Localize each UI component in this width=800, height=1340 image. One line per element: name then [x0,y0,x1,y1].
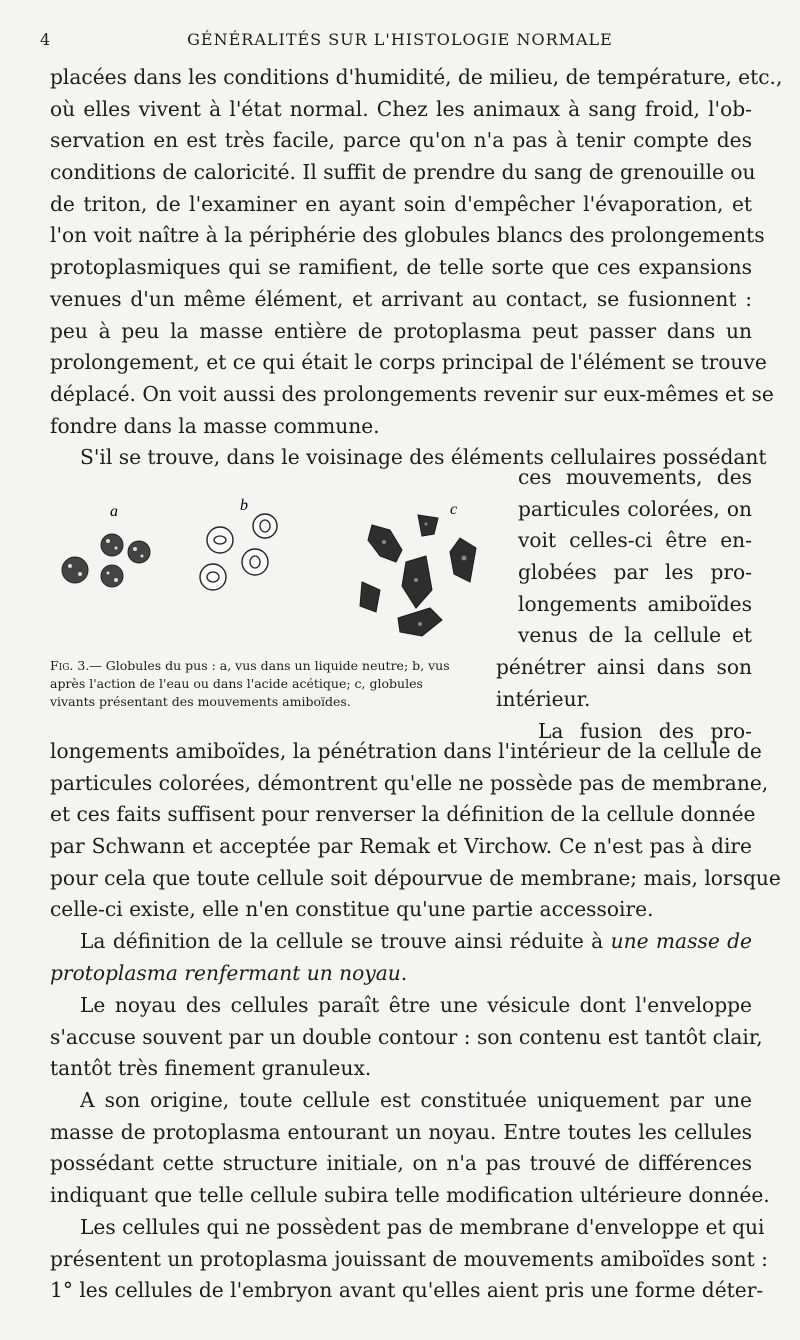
text-line: tantôt très finement granuleux. [50,1056,372,1081]
text-line: Les cellules qui ne possèdent pas de membrane d'enveloppe et qui [80,1214,765,1239]
text-line: longements amiboïdes [518,591,752,616]
caption-line-1: Fig. 3.— Globules du pus : a, vus dans un liquide neutre; b, vus [50,658,450,673]
text-line: possédant cette structure initiale, on n'a pas trouvé de différences [50,1151,752,1176]
text-line: protoplasmiques qui se ramifient, de telle sorte que ces expansions [50,255,752,280]
definition-line-2: protoplasma renfermant un noyau. [50,960,408,985]
running-header [40,30,760,56]
text-line: masse de protoplasma entourant un noyau. Entre toutes les cellules [50,1119,752,1144]
text-line: servation en est très facile, parce qu'on n'a pas à tenir compte des [50,128,752,153]
figure-3-pus-globules [50,490,500,655]
nucleated-cell [207,527,233,553]
cells-illustration [50,490,500,655]
text-line: particules colorées, démontrent qu'elle ne possède pas de membrane, [50,770,769,795]
text-line: celle-ci existe, elle n'en constitue qu'une partie accessoire. [50,897,654,922]
text-line: conditions de caloricité. Il suffit de prendre du sang de grenouille ou [50,160,756,185]
caption-line-3: vivants présentant des mouvements amiboïdes. [50,694,351,709]
text-line: La fusion des pro- [538,718,752,743]
paragraph-block-2 [50,736,781,990]
definition-line-1: La définition de la cellule se trouve ainsi réduite à une masse de [80,929,753,954]
text-line: intérieur. [496,686,591,711]
nucleated-cell [242,549,268,575]
paragraph-block-1 [50,62,783,474]
nucleated-cell [253,514,277,538]
granular-cell [62,557,88,583]
granular-cell [101,565,123,587]
paragraph-block-3 [50,990,770,1307]
text-line: voit celles-ci être en- [518,528,752,553]
text-line: fondre dans la masse commune. [50,413,380,438]
text-line: ces mouvements, des [518,465,752,489]
figure-label-b: b [240,497,248,514]
page-number: 4 [40,30,52,49]
granular-cell [128,541,150,563]
cell-group-b [200,514,277,590]
text-line: longements amiboïdes, la pénétration dans l'intérieur de la cellule de [50,739,762,763]
text-line: s'accuse souvent par un double contour : son contenu est tantôt clair, [50,1024,763,1049]
text-line: par Schwann et acceptée par Remak et Virchow. Ce n'est pas à dire [50,834,752,859]
text-line: particules colorées, on [518,496,752,521]
amoeboid-cell [418,515,438,536]
figure-caption [50,657,508,711]
granular-cell [101,534,123,556]
text-line: présentent un protoplasma jouissant de mouvements amiboïdes sont : [50,1246,768,1271]
text-line: pour cela que toute cellule soit dépourvue de membrane; mais, lorsque [50,865,781,890]
running-title: GÉNÉRALITÉS SUR L'HISTOLOGIE NORMALE [187,30,613,49]
text-line: de triton, de l'examiner en ayant soin d'empêcher l'évaporation, et [50,191,752,216]
amoeboid-cell [402,556,432,608]
text-line: indiquant que telle cellule subira telle modification ultérieure donnée. [50,1183,770,1208]
amoeboid-cell [360,582,380,612]
cell-group-a [62,534,150,587]
text-line: 1° les cellules de l'embryon avant qu'elles aient pris une forme déter- [50,1278,764,1303]
caption-prefix: Fig. 3. [50,658,90,673]
text-line: placées dans les conditions d'humidité, de milieu, de température, etc., [50,65,783,89]
text-line: où elles vivent à l'état normal. Chez les animaux à sang froid, l'ob- [50,96,752,121]
text-line: l'on voit naître à la périphérie des globules blancs des prolongements [50,223,765,248]
text-line: et ces faits suffisent pour renverser la définition de la cellule donnée [50,802,756,827]
figure-label-c: c [450,501,458,518]
text-line: peu à peu la masse entière de protoplasma peut passer dans un [50,318,752,343]
nucleated-cell [200,564,226,590]
text-line: déplacé. On voit aussi des prolongements revenir sur eux-mêmes et se [50,381,774,406]
text-line: S'il se trouve, dans le voisinage des éléments cellulaires possédant [80,445,767,470]
text-line: Le noyau des cellules paraît être une vésicule dont l'enveloppe [80,993,752,1017]
cell-group-c [360,515,476,636]
figure-label-a: a [110,503,118,520]
text-line: pénétrer ainsi dans son [496,655,752,680]
text-line: venues d'un même élément, et arrivant au contact, se fusionnent : [50,286,752,311]
caption-line-2: après l'action de l'eau ou dans l'acide acétique; c, globules [50,676,423,691]
text-line: venus de la cellule et [518,623,752,648]
text-line: A son origine, toute cellule est constituée uniquement par une [80,1088,752,1113]
side-column-text [496,462,752,747]
text-line: prolongement, et ce qui était le corps principal de l'élément se trouve [50,350,767,375]
text-line: globées par les pro- [518,560,752,585]
